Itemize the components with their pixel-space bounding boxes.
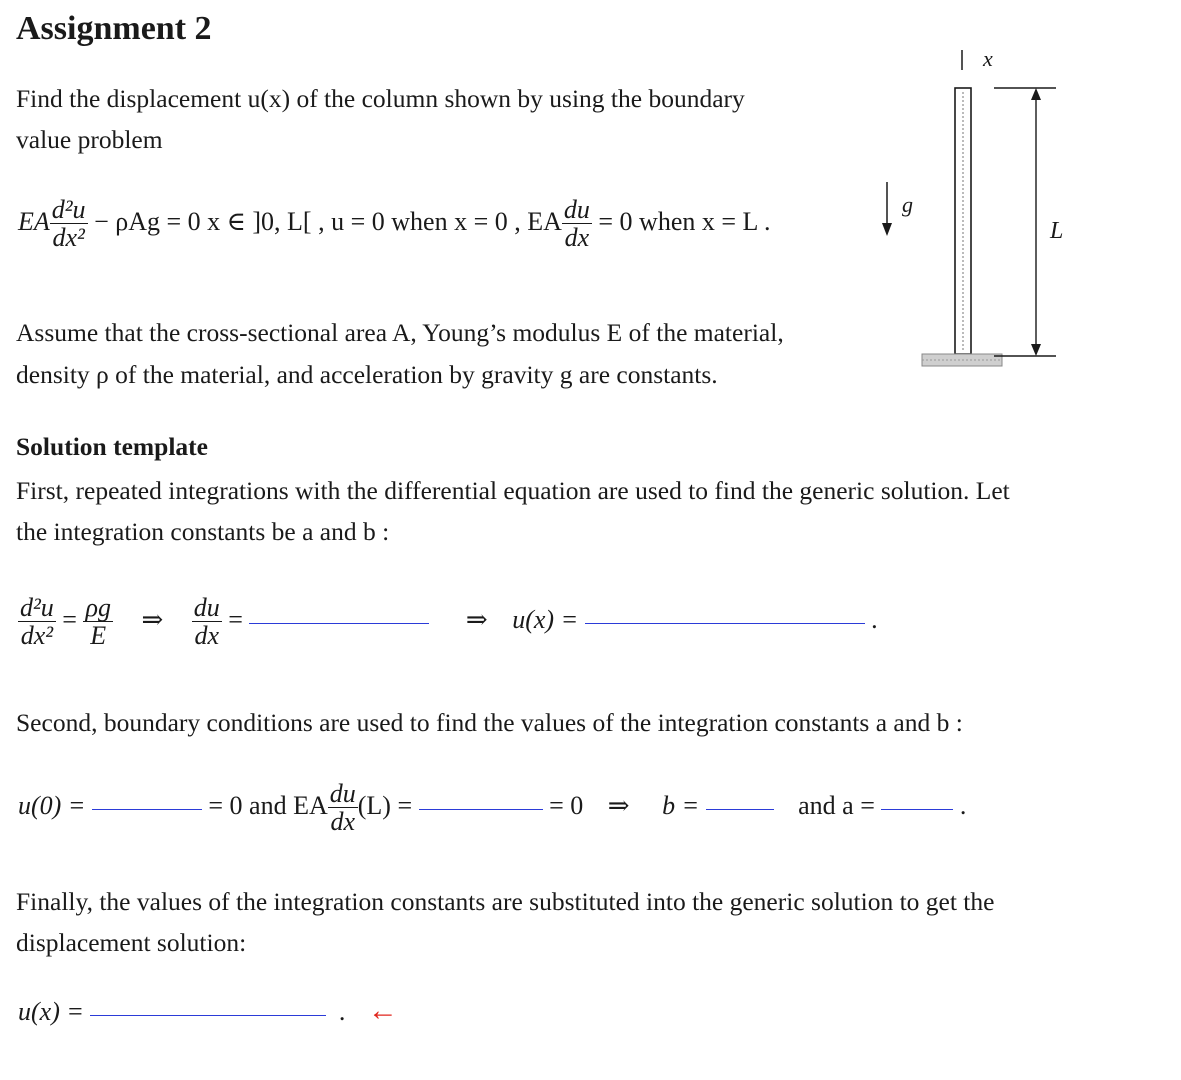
- step1-dx2: dx²: [20, 621, 54, 651]
- step1-period: .: [871, 604, 878, 634]
- red-left-arrow-icon: ←: [367, 994, 398, 1027]
- step3-period: .: [338, 997, 346, 1026]
- eq-second-derivative: [50, 196, 88, 252]
- step3-ux-label: u(x) =: [18, 997, 84, 1026]
- step2-a-label: and a =: [798, 790, 875, 820]
- step1-d2u-dx2: [18, 594, 56, 650]
- step1-d2u: d²u: [20, 593, 54, 622]
- step2-du: du: [329, 779, 356, 808]
- dim-arrow-up-icon: [1031, 88, 1041, 100]
- gravity-arrow-icon: [882, 223, 892, 236]
- blank-a[interactable]: [881, 809, 953, 810]
- step2-implies: ⇒: [607, 790, 630, 820]
- eq-du: du: [563, 195, 590, 224]
- finally-line-2: displacement solution:: [16, 928, 247, 957]
- step1-rhog: ρg: [85, 593, 111, 622]
- ground-support: [922, 354, 1002, 366]
- solution-intro-1: First, repeated integrations with the differential equation are used to find the generic solution. Let: [16, 476, 1010, 505]
- problem-line-2: value problem: [16, 125, 163, 154]
- step2-u0-label: u(0) =: [18, 790, 86, 820]
- eq-ea: EA: [18, 206, 50, 236]
- dim-arrow-down-icon: [1031, 344, 1041, 356]
- step3-equation: [18, 994, 398, 1028]
- solution-intro-2: the integration constants be a and b :: [16, 517, 390, 546]
- figure-x-label: x: [983, 46, 993, 71]
- blank-du-dx[interactable]: [249, 623, 429, 624]
- second-paragraph: Second, boundary conditions are used to find the values of the integration constants a and b :: [16, 708, 963, 737]
- eq-numerator: d²u: [51, 195, 86, 224]
- blank-u0[interactable]: [92, 809, 202, 810]
- step1-ux-label: u(x) =: [512, 604, 579, 634]
- eq-tail: = 0 when x = L .: [598, 206, 771, 236]
- step2-dx: dx: [330, 807, 356, 837]
- step1-du-dx: [192, 594, 222, 650]
- assume-line-1: Assume that the cross-sectional area A, Young’s modulus E of the material,: [16, 318, 784, 347]
- step1-dx: dx: [194, 621, 220, 651]
- problem-line-1: Find the displacement u(x) of the column shown by using the boundary: [16, 84, 745, 113]
- blank-dudx-L[interactable]: [419, 809, 543, 810]
- step1-implies-2: ⇒: [465, 604, 488, 634]
- figure-L-label: L: [1050, 218, 1064, 244]
- governing-equation: [18, 196, 770, 252]
- step2-du-dx: [328, 780, 358, 836]
- eq-first-derivative: [562, 196, 592, 252]
- step1-E: E: [90, 621, 107, 651]
- assume-line-2: density ρ of the material, and acceleration by gravity g are constants.: [16, 360, 718, 389]
- blank-generic-ux[interactable]: [585, 623, 865, 624]
- step1-equals-2: =: [228, 604, 243, 634]
- finally-line-1: Finally, the values of the integration constants are substituted into the generic solution to get the: [16, 887, 995, 916]
- step2-equation: [18, 780, 966, 836]
- eq-denominator: dx²: [52, 223, 85, 253]
- step1-rhog-over-E: [83, 594, 112, 650]
- step2-b-label: b =: [662, 790, 700, 820]
- page-title: Assignment 2: [16, 10, 212, 47]
- step1-du: du: [193, 593, 220, 622]
- step2-at-L: (L) =: [357, 790, 413, 820]
- solution-heading: Solution template: [16, 432, 208, 461]
- blank-final-ux[interactable]: [90, 1015, 326, 1016]
- eq-dx: dx: [564, 223, 590, 253]
- step2-period: .: [959, 790, 967, 820]
- column-body: [955, 88, 971, 354]
- step1-equals: =: [62, 604, 77, 634]
- eq-middle: − ρAg = 0 x ∈ ]0, L[ , u = 0 when x = 0 , EA: [94, 206, 562, 236]
- blank-b[interactable]: [706, 809, 774, 810]
- figure-g-label: g: [902, 192, 913, 217]
- step1-implies-1: ⇒: [141, 604, 164, 634]
- step2-and-ea: = 0 and EA: [208, 790, 328, 820]
- step1-equation: [18, 594, 878, 650]
- step2-equals-zero: = 0: [549, 790, 584, 820]
